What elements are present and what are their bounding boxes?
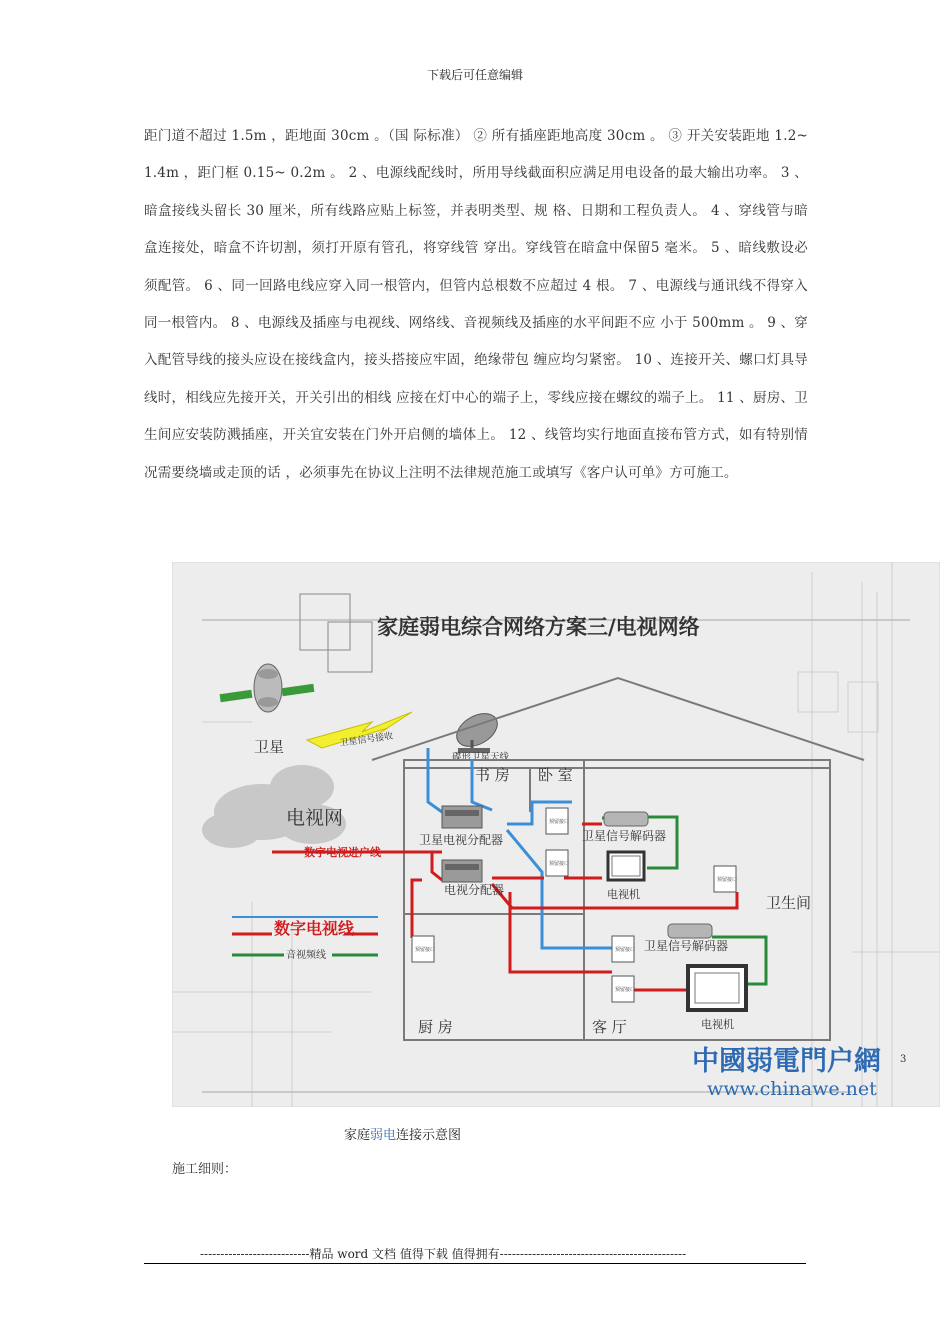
port-label: 预留接口 <box>415 947 436 953</box>
decoder-1-label: 卫星信号解码器 <box>582 829 667 843</box>
page-header: 下载后可任意编辑 <box>426 68 523 82</box>
tv-2-label: 电视机 <box>701 1018 734 1031</box>
sat-splitter-label: 卫星电视分配器 <box>419 833 504 847</box>
port-label: 预留接口 <box>549 861 570 867</box>
decoder-1-device <box>604 812 648 826</box>
port-label: 预留接口 <box>615 987 636 993</box>
port-label: 预留接口 <box>615 947 636 953</box>
port-label: 预留接口 <box>717 877 738 883</box>
legend-av-label: 音视频线 <box>286 950 326 961</box>
caption-highlight: 弱电 <box>370 1128 397 1143</box>
subheading: 施工细则： <box>172 1162 238 1177</box>
figure-caption <box>344 1124 461 1143</box>
signal-label: 卫星信号接收 <box>339 731 394 749</box>
room-study: 书 房 <box>475 766 510 784</box>
diagram-title: 家庭弱电综合网络方案三/电视网络 <box>377 614 700 639</box>
decoder-2-device <box>668 924 712 938</box>
tv-splitter-device <box>442 860 482 882</box>
body-paragraph <box>144 118 808 492</box>
satellite-label: 卫星 <box>254 738 285 756</box>
caption-post: 连接示意图 <box>396 1128 462 1143</box>
network-diagram-figure <box>172 562 940 1107</box>
sat-splitter-device <box>442 806 482 828</box>
room-bedroom: 卧 室 <box>538 766 573 784</box>
logo-chinese: 中國弱電門户網 <box>692 1046 881 1077</box>
room-bathroom: 卫生间 <box>766 894 812 912</box>
legend-digital-label: 数字电视线 <box>274 919 355 938</box>
footer-text: ---------------------------精品 word 文档 值得下载 值得拥有---------------------------------------------- <box>200 1247 687 1261</box>
logo-url: www.chinawe.net <box>707 1078 877 1100</box>
body-text: 距门道不超过 1.5m ，距地面 30cm 。（国 际标准） ② 所有插座距地高度 30cm 。 ③ 开关安装距地 1.2~ 1.4m ，距门框 0.15~ 0.2m 。 2 、电源线配线时，所用导线截面积应满足用电设备的最大输出功率。 3 、暗盒接线头留长 30 厘米，所有线路应贴上标签，并表明类型、规 格、日期和工程负责人。 4 、穿线管与暗盒连接处，暗盒不许切割，须打开原有管孔，将穿线管 穿出。穿线管在暗盒中保留5 毫米。 5 、暗线敷设必须配管。 6 、同一回路电线应穿入同一根管内，但管内总根数不应超过 4 根。 7 、电源线与通讯线不得穿入同一根管内。 8 、电源线及插座与电视线、网络线、音视频线及插座的水平间距不应 小于 500mm 。 9 、穿入配管导线的接头应设在接线盒内，接头搭接应牢固，绝缘带包 缠应均匀紧密。 10 、连接开关、螺口灯具导线时，相线应先接开关，开关引出的相线 应接在灯中心的端子上，零线应接在螺纹的端子上。 11 、厨房、卫生间应安装防溅插座，开关宜安装在门外开启侧的墙体上。 12 、线管均实行地面直接布管方式，如有特别情况需要绕墙或走顶的话 ，必须事先在协议上注明不法律规范施工或填写《客户认可单》方可施工。 <box>144 128 808 481</box>
room-kitchen: 厨 房 <box>418 1018 453 1036</box>
room-living: 客 厅 <box>592 1018 627 1036</box>
tv-1-device <box>608 852 644 880</box>
page-number: 3 <box>900 1054 907 1065</box>
port-label: 预留接口 <box>549 819 570 825</box>
dish-label: 碟形卫星天线 <box>452 752 510 763</box>
digital-line-label: 数字电视进户线 <box>304 846 381 859</box>
tv-2-device <box>688 966 746 1010</box>
decoder-2-label: 卫星信号解码器 <box>644 939 729 953</box>
tv-splitter-label: 电视分配器 <box>444 883 505 897</box>
caption-pre: 家庭 <box>344 1128 371 1143</box>
footer-divider <box>144 1263 806 1264</box>
tv-1-label: 电视机 <box>607 888 640 901</box>
network-diagram <box>172 562 940 1107</box>
tv-network-label: 电视网 <box>286 807 344 829</box>
